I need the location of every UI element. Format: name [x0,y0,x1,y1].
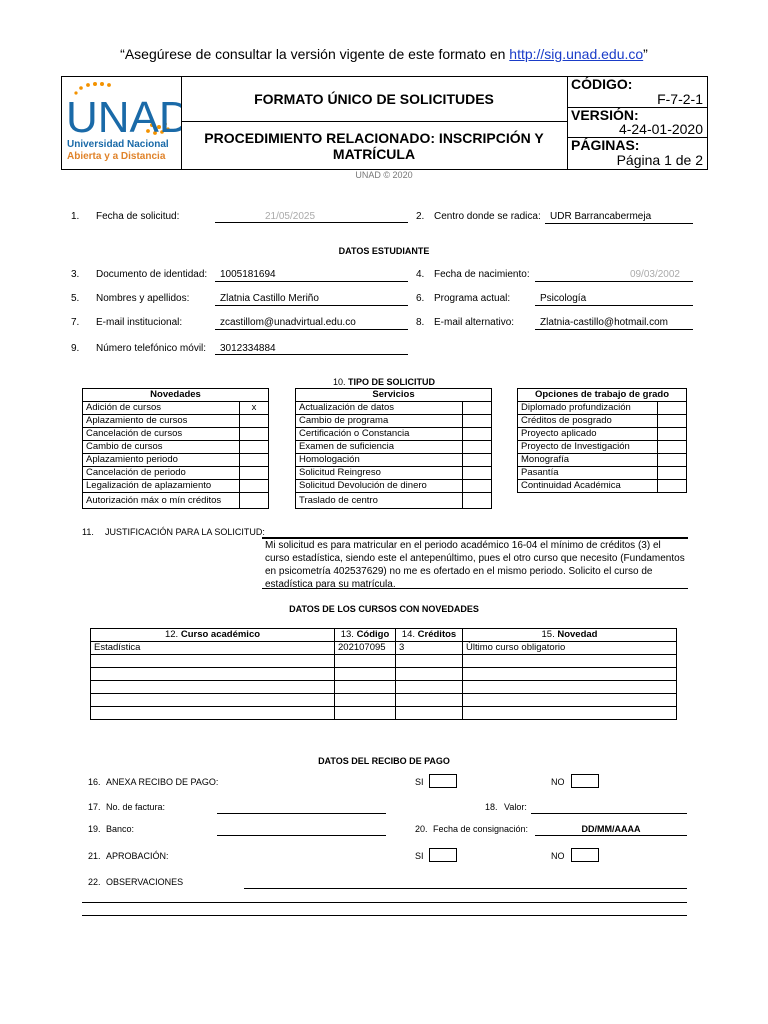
grado-row [518,415,687,428]
cursos-cell-curso[interactable]: Estadística [91,642,335,655]
documento-value[interactable]: 1005181694 [220,269,276,280]
logo-line1: Universidad Nacional [67,139,169,150]
factura-label: No. de factura: [106,802,166,812]
servicios-row [296,428,492,441]
novedades-label: Cancelación de cursos [83,428,240,441]
novedades-checkbox[interactable] [240,415,269,428]
version-label: VERSIÓN: [571,107,639,123]
cursos-cell-codigo[interactable] [335,707,396,720]
sig-link[interactable]: http://sig.unad.edu.co [509,46,644,62]
cursos-cell-creditos[interactable] [396,668,463,681]
valor-field[interactable] [531,813,687,814]
servicios-checkbox[interactable] [463,454,492,467]
cursos-table [90,628,677,720]
consignacion-value[interactable]: DD/MM/AAAA [581,824,641,834]
cursos-cell-curso[interactable] [91,655,335,668]
aprobacion-label: APROBACIÓN: [106,851,169,861]
cursos-cell-codigo[interactable] [335,694,396,707]
justificacion-label: JUSTIFICACIÓN PARA LA SOLICITUD: [105,527,265,537]
cursos-cell-curso[interactable] [91,694,335,707]
grado-label: Proyecto de Investigación [518,441,658,454]
novedades-row [83,493,269,509]
novedades-header: Novedades [83,389,269,402]
novedades-row [83,454,269,467]
cursos-cell-creditos[interactable] [396,694,463,707]
form-header [61,76,708,170]
tipo-solicitud-title: 10. TIPO DE SOLICITUD [332,377,436,387]
servicios-checkbox[interactable] [463,428,492,441]
novedades-label: Cambio de cursos [83,441,240,454]
documento-label: Documento de identidad: [96,269,208,280]
anexa-label: ANEXA RECIBO DE PAGO: [106,777,219,787]
servicios-label: Cambio de programa [296,415,463,428]
cursos-cell-curso[interactable] [91,707,335,720]
observaciones-label: OBSERVACIONES [106,877,184,887]
svg-text:UNAD: UNAD [66,93,181,142]
grado-checkbox[interactable] [658,441,687,454]
grado-label: Pasantía [518,467,658,480]
cursos-cell-curso[interactable] [91,668,335,681]
nacimiento-label: Fecha de nacimiento: [434,269,530,280]
justificacion-text[interactable]: Mi solicitud es para matricular en el periodo académico 16-04 el mínimo de créditos (3) el curso estadística, siendo este el antepenúltimo, pues el otro curso que necesito (Fundamentos en psicometría 402537629) no me es ofertado en el mismo periodo. Solicito el curso de estadística para su matrícula. [262,538,688,589]
factura-field[interactable] [217,813,386,814]
nombres-label: Nombres y apellidos: [96,293,190,304]
novedades-row [83,441,269,454]
novedades-label: Aplazamiento periodo [83,454,240,467]
cursos-cell-creditos[interactable] [396,681,463,694]
version-notice: “Asegúrese de consultar la versión vigente de este formato en http://sig.unad.edu.co” [120,46,648,62]
telefono-value[interactable]: 3012334884 [220,343,276,354]
servicios-checkbox[interactable] [463,441,492,454]
grado-row [518,467,687,480]
centro-value[interactable]: UDR Barrancabermeja [550,211,652,222]
consignacion-label: Fecha de consignación: [433,824,529,834]
servicios-row [296,441,492,454]
curso-header: 12. Curso académico [91,629,335,642]
servicios-row [296,454,492,467]
grado-checkbox[interactable] [658,428,687,441]
email-alternativo-label: E-mail alternativo: [434,317,515,328]
cursos-cell-creditos[interactable] [396,707,463,720]
servicios-row [296,480,492,493]
novedades-row [83,415,269,428]
servicios-checkbox[interactable] [463,493,492,509]
cursos-row [91,655,677,668]
servicios-label: Actualización de datos [296,402,463,415]
servicios-row [296,493,492,509]
novedades-checkbox[interactable] [240,493,269,509]
grado-row [518,428,687,441]
cursos-row [91,694,677,707]
grado-table [517,388,687,493]
copyright: UNAD © 2020 [355,170,413,180]
grado-label: Monografía [518,454,658,467]
fecha-solicitud-label: Fecha de solicitud: [96,211,180,222]
grado-label: Continuidad Académica [518,480,658,493]
procedure-title: PROCEDIMIENTO RELACIONADO: INSCRIPCIÓN Y MATRÍCULA [204,129,544,162]
centro-label: Centro donde se radica: [434,211,541,222]
novedades-label: Adición de cursos [83,402,240,415]
novedades-row [83,428,269,441]
cursos-cell-creditos[interactable] [396,655,463,668]
servicios-header: Servicios [296,389,492,402]
grado-checkbox[interactable] [658,454,687,467]
recibo-title: DATOS DEL RECIBO DE PAGO [318,756,450,766]
cursos-title: DATOS DE LOS CURSOS CON NOVEDADES [289,604,479,614]
novedades-checkbox[interactable] [240,480,269,493]
novedades-checkbox[interactable] [240,441,269,454]
novedad-header: 15. Novedad [463,629,677,642]
fecha-solicitud-value[interactable]: 21/05/2025 [264,211,316,222]
novedades-label: Autorización máx o mín créditos [83,493,240,509]
email-institucional-label: E-mail institucional: [96,317,183,328]
servicios-checkbox[interactable] [463,415,492,428]
anexa-no-box[interactable] [571,774,599,788]
grado-checkbox[interactable] [658,402,687,415]
cursos-cell-curso[interactable] [91,681,335,694]
cursos-cell-codigo[interactable] [335,681,396,694]
servicios-row [296,415,492,428]
creditos-header: 14. Créditos [396,629,463,642]
cursos-cell-codigo[interactable] [335,655,396,668]
grado-row [518,441,687,454]
novedades-checkbox[interactable] [240,467,269,480]
valor-label: Valor: [504,802,527,812]
banco-label: Banco: [106,824,135,834]
grado-label: Créditos de posgrado [518,415,658,428]
cursos-row [91,668,677,681]
servicios-label: Solicitud Reingreso [296,467,463,480]
observaciones-field[interactable] [244,888,687,889]
novedades-label: Legalización de aplazamiento [83,480,240,493]
servicios-checkbox[interactable] [463,467,492,480]
servicios-label: Certificación o Constancia [296,428,463,441]
servicios-checkbox[interactable] [463,480,492,493]
grado-header: Opciones de trabajo de grado [518,389,687,402]
servicios-checkbox[interactable] [463,402,492,415]
grado-row [518,480,687,493]
telefono-label: Número telefónico móvil: [96,343,207,354]
logo-line2: Abierta y a Distancia [67,151,166,162]
programa-value[interactable]: Psicología [540,293,587,304]
codigo-label: CÓDIGO: [571,76,633,92]
cursos-cell-codigo[interactable] [335,668,396,681]
grado-row [518,402,687,415]
grado-checkbox[interactable] [658,467,687,480]
version-value: 4-24-01-2020 [618,121,703,137]
servicios-label: Solicitud Devolución de dinero [296,480,463,493]
form-title: FORMATO ÚNICO DE SOLICITUDES [181,77,567,122]
cursos-cell-novedad[interactable] [463,655,677,668]
datos-estudiante-title: DATOS ESTUDIANTE [338,246,430,256]
grado-label: Diplomado profundización [518,402,658,415]
servicios-label: Examen de suficiencia [296,441,463,454]
cursos-cell-codigo[interactable]: 202107095 [335,642,396,655]
novedades-label: Aplazamiento de cursos [83,415,240,428]
novedades-row [83,402,269,415]
cursos-row [91,707,677,720]
novedades-checkbox[interactable] [240,454,269,467]
codigo-value: F-7-2-1 [657,91,703,107]
novedades-checkbox[interactable]: x [240,402,269,415]
codigo-header: 13. Código [335,629,396,642]
banco-field[interactable] [217,835,386,836]
nombres-value[interactable]: Zlatnia Castillo Meriño [220,293,319,304]
cursos-cell-novedad[interactable] [463,681,677,694]
servicios-row [296,402,492,415]
grado-label: Proyecto aplicado [518,428,658,441]
grado-checkbox[interactable] [658,480,687,493]
novedades-table [82,388,269,509]
cursos-row [91,681,677,694]
programa-label: Programa actual: [434,293,511,304]
paginas-value: Página 1 de 2 [616,152,703,168]
aprobacion-no-box[interactable] [571,848,599,862]
servicios-row [296,467,492,480]
novedades-row [83,480,269,493]
cursos-cell-novedad[interactable]: Último curso obligatorio [463,642,677,655]
nacimiento-value[interactable]: 09/03/2002 [629,269,680,280]
anexa-si-box[interactable] [429,774,457,788]
grado-checkbox[interactable] [658,415,687,428]
email-alternativo-value[interactable]: Zlatnia-castillo@hotmail.com [540,317,668,328]
unad-logo [62,77,182,169]
paginas-label: PÁGINAS: [571,137,640,153]
cursos-cell-novedad[interactable] [463,694,677,707]
novedades-label: Cancelación de periodo [83,467,240,480]
novedades-checkbox[interactable] [240,428,269,441]
cursos-row [91,642,677,655]
aprobacion-si-box[interactable] [429,848,457,862]
cursos-cell-novedad[interactable] [463,668,677,681]
servicios-label: Traslado de centro [296,493,463,509]
cursos-cell-creditos[interactable]: 3 [396,642,463,655]
servicios-label: Homologación [296,454,463,467]
cursos-cell-novedad[interactable] [463,707,677,720]
grado-row [518,454,687,467]
servicios-table [295,388,492,509]
email-institucional-value[interactable]: zcastillom@unadvirtual.edu.co [220,317,356,328]
novedades-row [83,467,269,480]
